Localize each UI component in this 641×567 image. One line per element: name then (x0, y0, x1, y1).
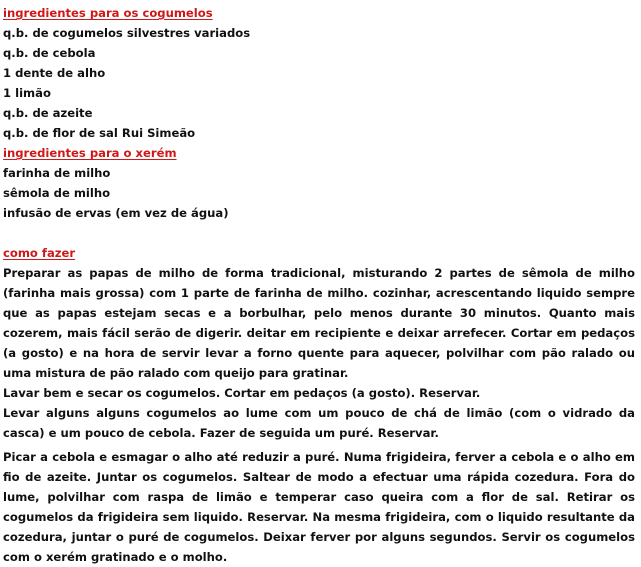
ingredient-cogumelos-6: q.b. de flor de sal Rui Simeão (3, 126, 196, 140)
step-paragraph-1: Preparar as papas de milho de forma tradicional, misturando 2 partes de sêmola de milho (farinha mais grossa) com 1 parte de farinha de milho. cozinhar, acrescentando liquido sempre que as papas estejam secas e a borbulhar, pelo menos durante 30 minutos. Quanto mais cozerem, mais fácil serão de digerir. deitar em recipiente e deixar arrefecer. Cortar em pedaços (a gosto) e na hora de servir levar a forno quente para aquecer, polvilhar com pão ralado ou uma mistura de pão ralado com queijo para gratinar. (3, 266, 635, 380)
ingredient-cogumelos-4: 1 limão (3, 86, 51, 100)
ingredient-cogumelos-2: q.b. de cebola (3, 46, 96, 60)
heading-xerem: ingredientes para o xerém (3, 146, 177, 160)
heading-cogumelos: ingredientes para os cogumelos (3, 6, 213, 20)
ingredient-cogumelos-5: q.b. de azeite (3, 106, 93, 120)
step-paragraph-4: Picar a cebola e esmagar o alho até reduzir a puré. Numa frigideira, ferver a cebola e o alho em fio de azeite. Juntar os cogumelos. Saltear de modo a efectuar uma rápida cozedura. Fora do lume, polvilhar com raspa de limão e temperar caso queira com a flor de sal. Retirar os cogumelos da frigideira sem liquido. Reservar. Na mesma frigideira, com o liquido resultante da cozedura, juntar o puré de cogumelos. Deixar ferver por alguns segundos. Servir os cogumelos com o xerém gratinado e o molho. (3, 450, 635, 564)
ingredient-xerem-2: sêmola de milho (3, 186, 111, 200)
recipe-document (3, 3, 635, 567)
ingredient-cogumelos-1: q.b. de cogumelos silvestres variados (3, 26, 251, 40)
heading-como-fazer: como fazer (3, 246, 76, 260)
ingredient-cogumelos-3: 1 dente de alho (3, 66, 106, 80)
step-paragraph-2: Lavar bem e secar os cogumelos. Cortar em pedaços (a gosto). Reservar. (3, 386, 481, 400)
step-paragraph-3: Levar alguns alguns cogumelos ao lume com um pouco de chá de limão (com o vidrado da casca) e um pouco de cebola. Fazer de seguida um puré. Reservar. (3, 406, 635, 440)
blank-line (3, 223, 635, 243)
ingredient-xerem-1: farinha de milho (3, 166, 111, 180)
ingredient-xerem-3: infusão de ervas (em vez de água) (3, 206, 229, 220)
